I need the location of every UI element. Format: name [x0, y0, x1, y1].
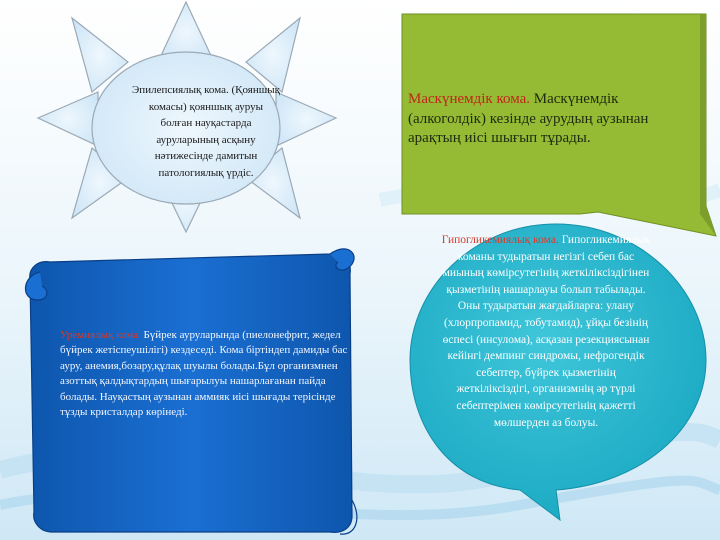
green-note-heading: Маскүнемдік кома.	[408, 91, 530, 107]
sun-caption	[132, 82, 280, 181]
green-note-body: Маскүнемдік (алкоголдік) кезінде аурудың аузынан арақтың иісі шығып тұрады.	[408, 91, 649, 146]
sun-caption-text: Эпилепсиялық кома. (Қояншық комасы) қояншық ауруы болған науқастарда ауруларының асқыну нәтижесінде дамитын патологиялық үрдіс.	[132, 84, 280, 179]
scroll-heading: Уремиялық кома.	[60, 329, 141, 341]
scroll-text	[60, 328, 350, 420]
scroll-body: Бүйрек ауруларында (пиелонефрит, жедел бүйрек жетіспеушілігі) кездеседі. Кома біртіндеп дамиды бас ауру, анемия,бозару,құлақ шуылы болады.Бұл организмнен азоттық қалдықтардың шығарылуы нашарлағанан пайда болады. Науқастың аузынан аммияк иісі шығады терісінде тұзды кристалдар көрінеді.	[60, 329, 348, 419]
green-note-text	[408, 90, 700, 149]
bubble-body: Гипогликемиялық команы тудыратын негізгі себеп бас миының көмірсутегінің жеткіліксіздігінен қызметінің нашарлауы болып табылады. Оны тудыратын жағдайларға: улану (хлорпропамид, тобутамид), ұйқы безінің өспесі (инсулома), асқазан резекциясынан кейінгі демпинг синдромы, нефрогендік себептер, бүйрек қызметінің жеткіліксіздігі, организмнің әр түрлі себептерімен көмірсутегінің қажетті мөлшерден аз болуы.	[442, 234, 651, 429]
bubble-text	[440, 232, 652, 431]
bubble-heading: Гипогликемиялық кома.	[441, 234, 559, 246]
